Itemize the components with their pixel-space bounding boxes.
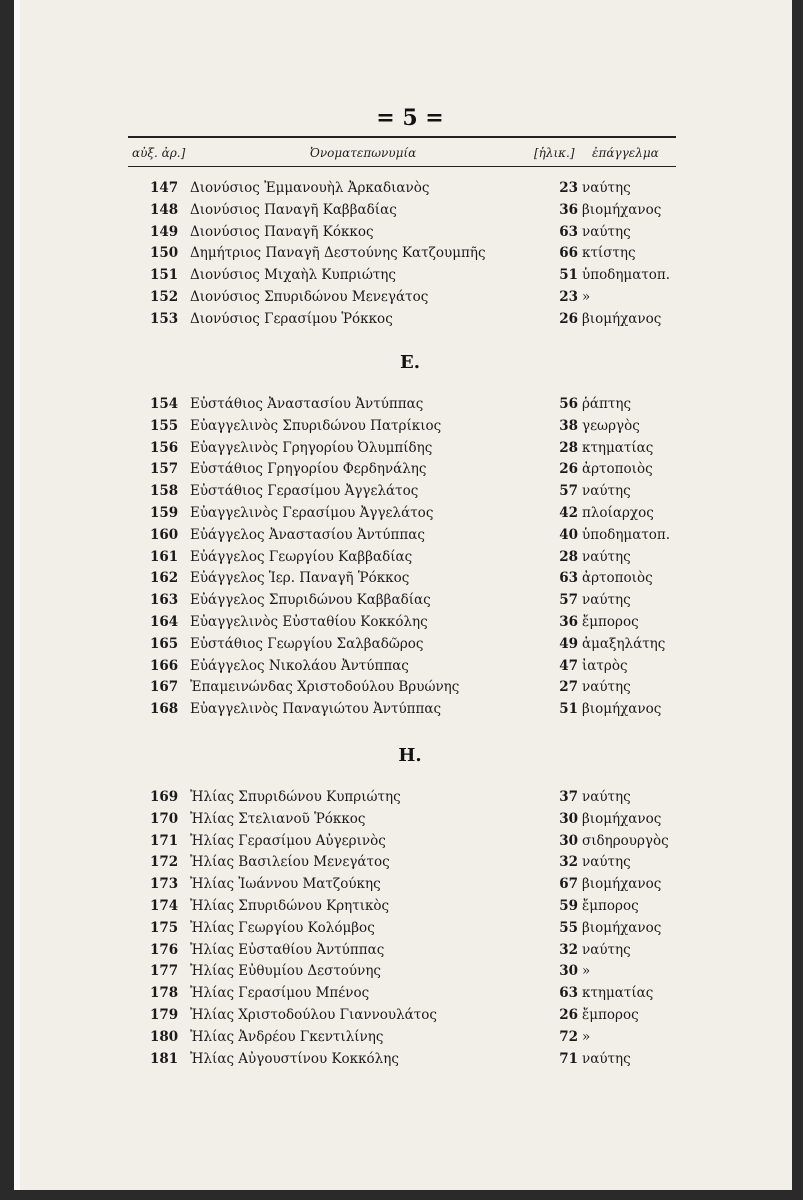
person-name: Ἠλίας Χριστοδούλου Γιαννουλάτος — [190, 1007, 437, 1023]
person-occupation: ναύτης — [582, 679, 631, 696]
header-number: αὐξ. ἀρ.] — [132, 146, 186, 160]
register-row — [130, 876, 690, 898]
person-occupation: ἔμπορος — [582, 614, 639, 630]
person-age: 37 — [559, 789, 578, 805]
entry-number: 177 — [150, 963, 179, 980]
person-occupation: ἰατρὸς — [582, 657, 628, 674]
entry-number: 161 — [150, 548, 179, 565]
person-age: 71 — [559, 1050, 578, 1067]
register-row — [130, 811, 690, 833]
entry-number: 172 — [150, 854, 179, 871]
entry-number: 171 — [150, 832, 179, 849]
column-header — [130, 146, 690, 166]
person-name: Εὐαγγελινὸς Σπυριδώνου Πατρίκιος — [190, 417, 442, 434]
entry-number: 167 — [150, 679, 179, 696]
person-occupation: ναύτης — [582, 483, 631, 500]
person-name: Διονύσιος Σπυριδώνου Μενεγάτος — [190, 289, 429, 305]
entry-number: 151 — [150, 267, 179, 284]
entry-number: 149 — [150, 223, 179, 240]
register-row — [130, 898, 690, 920]
person-occupation: ναύτης — [582, 789, 631, 805]
entry-number: 160 — [150, 526, 179, 543]
person-age: 55 — [559, 919, 578, 936]
register-row — [130, 311, 690, 333]
person-age: 63 — [559, 985, 578, 1002]
person-name: Ἠλίας Ἰωάννου Ματζούκης — [190, 876, 381, 893]
person-occupation: ναύτης — [582, 180, 631, 196]
person-occupation: ἀρτοποιὸς — [582, 461, 653, 478]
header-top-rule — [128, 136, 676, 138]
register-row — [130, 789, 690, 811]
person-age: 42 — [559, 505, 578, 521]
register-row — [130, 854, 690, 876]
register-row — [130, 833, 690, 855]
entry-number: 178 — [150, 985, 179, 1002]
entry-number: 169 — [150, 789, 179, 805]
person-occupation: ναύτης — [582, 1050, 631, 1067]
register-row — [130, 636, 690, 658]
entry-number: 179 — [150, 1007, 179, 1023]
person-occupation: ναύτης — [582, 548, 631, 565]
person-age: 28 — [559, 548, 578, 565]
person-age: 72 — [559, 1028, 578, 1045]
person-name: Εὐστάθιος Γρηγορίου Φερδηνάλης — [190, 461, 427, 478]
person-name: Εὐαγγελινὸς Εὐσταθίου Κοκκόλης — [190, 614, 428, 630]
register-row — [130, 701, 690, 723]
register-row — [130, 920, 690, 942]
entry-number: 159 — [150, 505, 179, 521]
header-bottom-rule — [128, 166, 676, 167]
person-age: 38 — [559, 417, 578, 434]
entry-number: 168 — [150, 701, 179, 718]
register-row — [130, 418, 690, 440]
person-occupation: γεωργὸς — [582, 417, 640, 434]
person-occupation: βιομήχανος — [582, 810, 662, 827]
person-occupation: » — [582, 1028, 591, 1045]
person-occupation: ἀρτοποιὸς — [582, 570, 653, 587]
entry-number: 158 — [150, 483, 179, 500]
person-name: Εὐστάθιος Γερασίμου Ἀγγελάτος — [190, 483, 419, 500]
register-row — [130, 289, 690, 311]
entry-number: 156 — [150, 439, 179, 456]
person-occupation: ὑποδηματοπ. — [582, 526, 671, 543]
person-name: Ἠλίας Αὐγουστίνου Κοκκόλης — [190, 1050, 399, 1067]
person-name: Ἠλίας Εὐθυμίου Δεστούνης — [190, 963, 381, 980]
person-name: Διονύσιος Γερασίμου Ῥόκκος — [190, 310, 393, 327]
entry-number: 164 — [150, 614, 179, 630]
person-age: 57 — [559, 483, 578, 500]
register-row — [130, 224, 690, 246]
person-age: 23 — [559, 180, 578, 196]
person-name: Εὐάγγελος Ἀναστασίου Ἀντύππας — [190, 526, 425, 543]
person-name: Διονύσιος Παναγῆ Κόκκος — [190, 223, 374, 240]
person-occupation: » — [582, 963, 591, 980]
person-name: Εὐάγγελος Νικολάου Ἀντύππας — [190, 657, 409, 674]
register-row — [130, 202, 690, 224]
person-age: 30 — [559, 810, 578, 827]
header-age: [ἡλικ.] — [534, 146, 575, 160]
register-row — [130, 267, 690, 289]
entry-number: 166 — [150, 657, 179, 674]
person-age: 28 — [559, 439, 578, 456]
person-occupation: ναύτης — [582, 941, 631, 958]
register-row — [130, 483, 690, 505]
person-age: 56 — [559, 396, 578, 412]
person-occupation: » — [582, 289, 591, 305]
person-name: Ἠλίας Ἀνδρέου Γκεντιλίνης — [190, 1028, 384, 1045]
entry-number: 150 — [150, 245, 179, 262]
person-name: Εὐστάθιος Γεωργίου Σαλβαδῶρος — [190, 635, 424, 652]
person-name: Εὐαγγελινὸς Γρηγορίου Ὀλυμπίδης — [190, 439, 433, 456]
register-row — [130, 527, 690, 549]
person-age: 26 — [559, 461, 578, 478]
person-occupation: σιδηρουργὸς — [582, 832, 669, 849]
person-age: 66 — [559, 245, 578, 262]
person-occupation: ῥάπτης — [582, 396, 632, 412]
person-age: 30 — [559, 963, 578, 980]
register-row — [130, 658, 690, 680]
register-row — [130, 985, 690, 1007]
person-age: 36 — [559, 201, 578, 218]
person-age: 36 — [559, 614, 578, 630]
person-name: Ἠλίας Γεωργίου Κολόμβος — [190, 919, 375, 936]
person-name: Διονύσιος Ἐμμανουὴλ Ἀρκαδιανὸς — [190, 180, 430, 196]
person-occupation: ἔμπορος — [582, 1007, 639, 1023]
entry-number: 148 — [150, 201, 179, 218]
register-row — [130, 245, 690, 267]
person-age: 32 — [559, 854, 578, 871]
person-age: 67 — [559, 876, 578, 893]
person-name: Εὐαγγελινὸς Παναγιώτου Ἀντύππας — [190, 701, 442, 718]
entry-number: 154 — [150, 396, 179, 412]
person-age: 26 — [559, 1007, 578, 1023]
person-occupation: βιομήχανος — [582, 701, 662, 718]
person-name: Ἠλίας Σπυριδώνου Κρητικὸς — [190, 898, 390, 914]
register-row — [130, 549, 690, 571]
person-occupation: κτηματίας — [582, 985, 654, 1002]
register-row — [130, 679, 690, 701]
entry-number: 181 — [150, 1050, 179, 1067]
register-row — [130, 1051, 690, 1073]
person-age: 47 — [559, 657, 578, 674]
person-occupation: βιομήχανος — [582, 876, 662, 893]
person-occupation: βιομήχανος — [582, 201, 662, 218]
person-age: 26 — [559, 310, 578, 327]
register-row — [130, 180, 690, 202]
person-occupation: βιομήχανος — [582, 919, 662, 936]
entry-number: 157 — [150, 461, 179, 478]
person-age: 57 — [559, 592, 578, 609]
person-name: Εὐάγγελος Ἱερ. Παναγῆ Ῥόκκος — [190, 570, 410, 587]
person-occupation: ναύτης — [582, 854, 631, 871]
entry-number: 152 — [150, 289, 179, 305]
person-name: Εὐάγγελος Γεωργίου Καββαδίας — [190, 548, 413, 565]
person-name: Ἠλίας Σπυριδώνου Κυπριώτης — [190, 789, 401, 805]
page-number: = 5 = — [376, 105, 444, 131]
register-row — [130, 505, 690, 527]
person-age: 63 — [559, 223, 578, 240]
register-row — [130, 963, 690, 985]
entry-number: 170 — [150, 810, 179, 827]
person-name: Εὐαγγελινὸς Γερασίμου Ἀγγελάτος — [190, 505, 434, 521]
register-row — [130, 396, 690, 418]
header-occupation: ἐπάγγελμα — [592, 146, 659, 160]
person-occupation: ναύτης — [582, 592, 631, 609]
person-name: Ἠλίας Γερασίμου Αὐγερινὸς — [190, 832, 386, 849]
person-age: 32 — [559, 941, 578, 958]
person-age: 51 — [559, 701, 578, 718]
person-name: Ἠλίας Εὐσταθίου Ἀντύππας — [190, 941, 385, 958]
person-age: 30 — [559, 832, 578, 849]
person-occupation: κτηματίας — [582, 439, 654, 456]
person-age: 23 — [559, 289, 578, 305]
entry-number: 180 — [150, 1028, 179, 1045]
register-row — [130, 614, 690, 636]
register-row — [130, 1029, 690, 1051]
entry-number: 174 — [150, 898, 179, 914]
entry-number: 165 — [150, 635, 179, 652]
entry-number: 173 — [150, 876, 179, 893]
register-row — [130, 440, 690, 462]
person-name: Ἠλίας Βασιλείου Μενεγάτος — [190, 854, 390, 871]
person-age: 59 — [559, 898, 578, 914]
person-name: Ἠλίας Γερασίμου Μπένος — [190, 985, 370, 1002]
entry-number: 175 — [150, 919, 179, 936]
register-row — [130, 570, 690, 592]
register-row — [130, 942, 690, 964]
person-age: 49 — [559, 635, 578, 652]
person-occupation: ἁμαξηλάτης — [582, 635, 666, 652]
header-name: Ὀνοματεπωνυμία — [310, 146, 417, 160]
person-name: Εὐστάθιος Ἀναστασίου Ἀντύππας — [190, 396, 424, 412]
register-row — [130, 1007, 690, 1029]
section-letter: Η. — [398, 745, 422, 766]
person-age: 40 — [559, 526, 578, 543]
entry-number: 155 — [150, 417, 179, 434]
person-occupation: ἔμπορος — [582, 898, 639, 914]
document-page — [14, 0, 792, 1190]
entry-number: 153 — [150, 310, 179, 327]
person-name: Εὐάγγελος Σπυριδώνου Καββαδίας — [190, 592, 431, 609]
entry-number: 162 — [150, 570, 179, 587]
entry-number: 163 — [150, 592, 179, 609]
entry-number: 147 — [150, 180, 179, 196]
section-letter: Ε. — [400, 352, 420, 373]
person-occupation: ὑποδηματοπ. — [582, 267, 671, 284]
person-occupation: βιομήχανος — [582, 310, 662, 327]
person-occupation: πλοίαρχος — [582, 505, 654, 521]
person-age: 63 — [559, 570, 578, 587]
person-occupation: κτίστης — [582, 245, 636, 262]
entry-number: 176 — [150, 941, 179, 958]
person-name: Διονύσιος Μιχαὴλ Κυπριώτης — [190, 267, 396, 284]
register-row — [130, 461, 690, 483]
person-name: Ἐπαμεινώνδας Χριστοδούλου Βρυώνης — [190, 679, 460, 696]
person-age: 51 — [559, 267, 578, 284]
person-age: 27 — [559, 679, 578, 696]
person-name: Ἠλίας Στελιανοῦ Ῥόκκος — [190, 810, 366, 827]
person-occupation: ναύτης — [582, 223, 631, 240]
register-row — [130, 592, 690, 614]
person-name: Διονύσιος Παναγῆ Καββαδίας — [190, 201, 397, 218]
person-name: Δημήτριος Παναγῆ Δεστούνης Κατζουμπῆς — [190, 245, 486, 262]
